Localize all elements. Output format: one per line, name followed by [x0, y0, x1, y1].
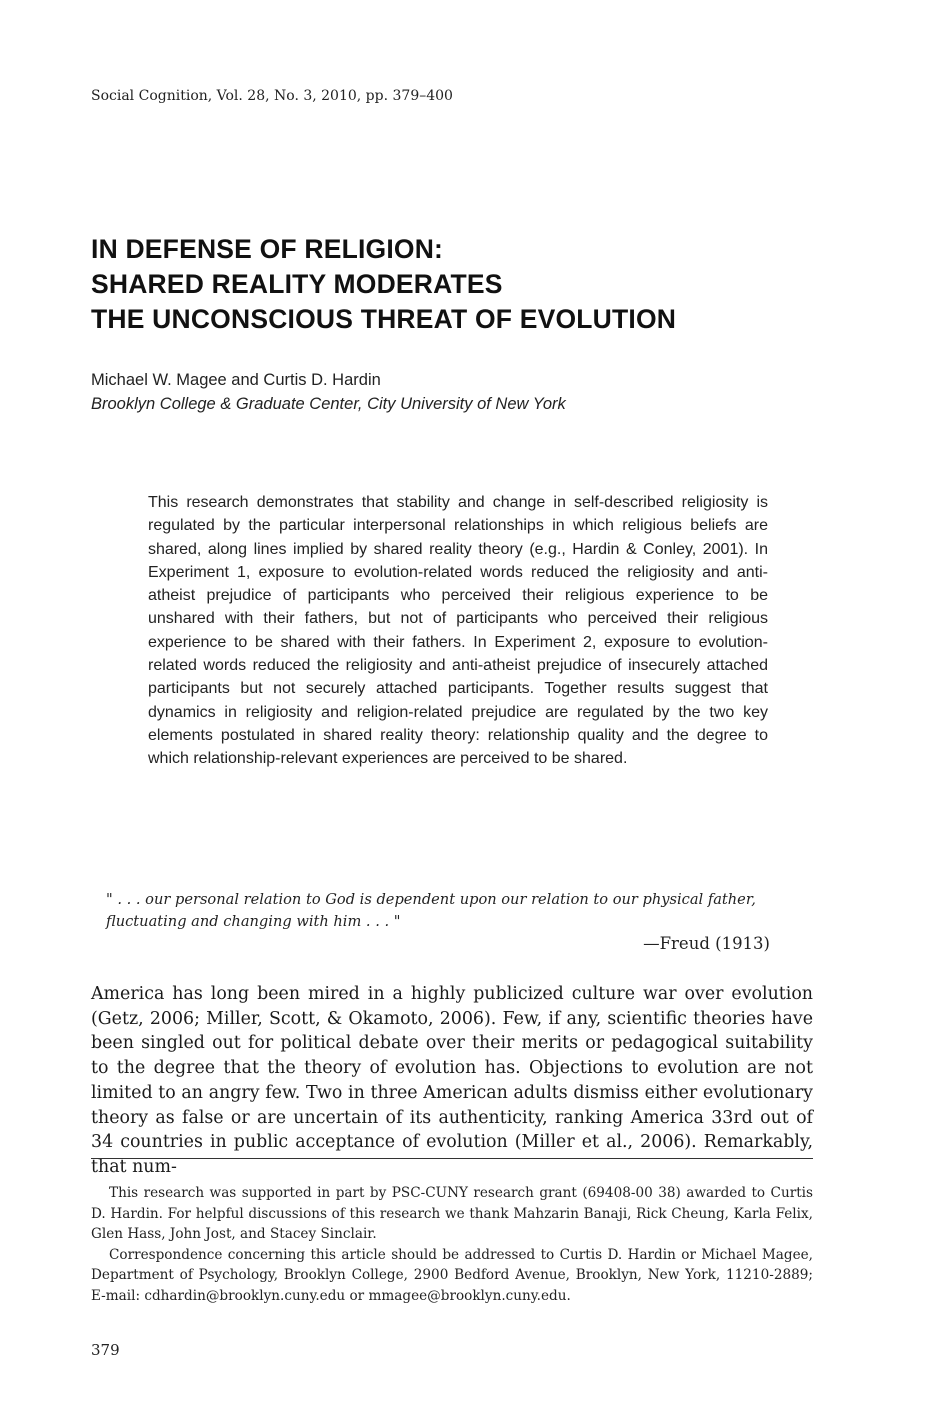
- journal-citation: Social Cognition, Vol. 28, No. 3, 2010, pp. 379–400: [91, 88, 453, 104]
- footnotes: [91, 1183, 813, 1306]
- title-line-1: IN DEFENSE OF RELIGION:: [91, 234, 444, 264]
- title-line-2: SHARED REALITY MODERATES: [91, 269, 503, 299]
- footnote-correspondence: Correspondence concerning this article should be addressed to Curtis D. Hardin or Michael Magee, Department of Psychology, Brooklyn College, 2900 Bedford Avenue, Brooklyn, New York, 11210-2889; E-mail: cdhardin@brooklyn.cuny.edu or mmagee@brooklyn.cuny.edu.: [91, 1246, 813, 1304]
- footnote-divider: [91, 1158, 813, 1159]
- author-affiliation: Brooklyn College & Graduate Center, City University of New York: [91, 395, 566, 413]
- epigraph-quote: " . . . our personal relation to God is dependent upon our relation to our physical father, fluctuating and changing with him . . . ": [106, 891, 756, 930]
- page-number: 379: [91, 1341, 120, 1359]
- footnote-funding: This research was supported in part by PSC-CUNY research grant (69408-00 38) awarded to Curtis D. Hardin. For helpful discussions of this research we thank Mahzarin Banaji, Rick Cheung, Karla Felix, Glen Hass, John Jost, and Stacey Sinclair.: [91, 1185, 813, 1242]
- title-line-3: THE UNCONSCIOUS THREAT OF EVOLUTION: [91, 304, 677, 334]
- author-names: Michael W. Magee and Curtis D. Hardin: [91, 371, 381, 389]
- author-block: [91, 368, 851, 416]
- article-title: [91, 232, 851, 337]
- body-paragraph: America has long been mired in a highly publicized culture war over evolution (Getz, 2006; Miller, Scott, & Okamoto, 2006). Few, if any, scientific theories have been singled out for political debate over their merits or pedagogical suitability to the degree that the theory of evolution has. Objections to evolution are not limited to an angry few. Two in three American adults dismiss either evolutionary theory as false or are uncertain of its authenticity, ranking America 33rd out of 34 countries in public acceptance of evolution (Miller et al., 2006). Remarkably, that num-: [91, 984, 813, 1177]
- epigraph-source: —Freud (1913): [643, 934, 770, 953]
- abstract: This research demonstrates that stability and change in self-described religiosity is regulated by the particular interpersonal relationships in which religious beliefs are shared, along lines implied by shared reality theory (e.g., Hardin & Conley, 2001). In Experiment 1, exposure to evolution-related words reduced the religiosity and anti-atheist prejudice of participants who perceived their religious experience to be unshared with their fathers, but not of participants who perceived their religious experience to be shared with their fathers. In Experiment 2, exposure to evolution-related words reduced the religiosity and anti-atheist prejudice of insecurely attached participants but not securely attached participants. Together results suggest that dynamics in religiosity and religion-related prejudice are regulated by the two key elements postulated in shared reality theory: relationship quality and the degree to which relationship-relevant experiences are perceived to be shared.: [148, 494, 768, 768]
